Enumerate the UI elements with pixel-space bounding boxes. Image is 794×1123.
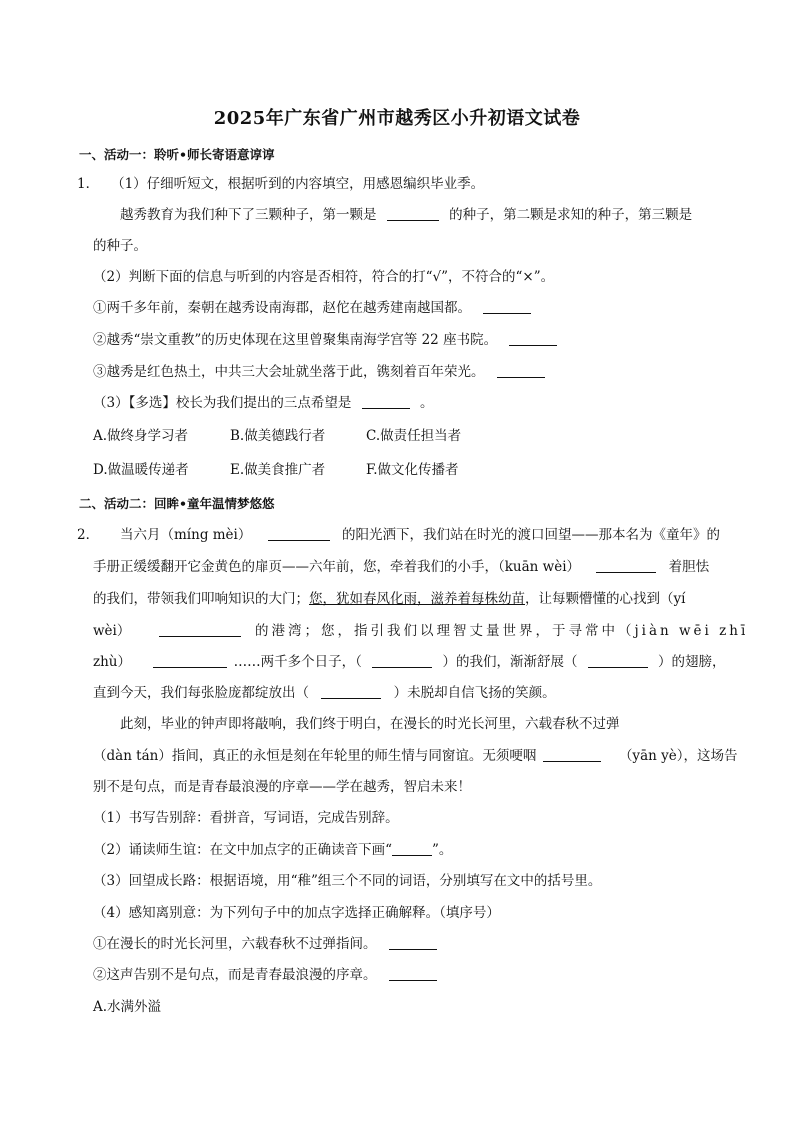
answer-blank[interactable]: [389, 966, 437, 981]
q1-sub-2: （2）判断下面的信息与听到的内容是否相符，符合的打“√”，不符合的“×”。: [93, 269, 555, 285]
section-2-heading: 二、活动二：回眸•童年温情梦悠悠: [79, 496, 275, 511]
answer-blank[interactable]: [588, 653, 648, 668]
answer-blank[interactable]: [483, 299, 531, 314]
answer-blank[interactable]: [159, 622, 241, 637]
q1-number: 1．: [77, 176, 100, 192]
q2-passage-line-2: 手册正缓缓翻开它金黄色的扉页——六年前，您，牵着我们的小手，（kuān wèi） 着胆怯: [93, 559, 710, 575]
q1-line-1: [77, 174, 484, 194]
q1-option-a[interactable]: A.做终身学习者: [93, 428, 189, 444]
q1-option-d[interactable]: D.做温暖传递者: [93, 462, 189, 478]
answer-blank[interactable]: [543, 747, 601, 762]
q2-passage-line-3: 的我们，带领我们叩响知识的大门；您，犹如春风化雨，滋养着每株幼苗，让每颗懵懂的心找到（yí: [93, 591, 686, 607]
q2-option-a[interactable]: A.水满外溢: [93, 999, 162, 1015]
q1-judge-3: ③越秀是红色热土，中共三大会址就坐落于此，镌刻着百年荣光。: [93, 362, 545, 382]
q2-sub-1: （1）书写告别辞：看拼音，写词语，完成告别辞。: [93, 810, 399, 826]
q1-sub-3: （3）【多选】校长为我们提出的三点希望是 。: [93, 395, 434, 411]
q2-passage-line-4: wèi） 的港湾；您，指引我们以理智丈量世界，于寻常中（jiàn wēi zhī: [93, 623, 749, 639]
q1-passage-line-1: 越秀教育为我们种下了三颗种子，第一颗是 的种子，第二颗是求知的种子，第三颗是: [120, 207, 693, 223]
answer-blank[interactable]: [153, 653, 227, 668]
answer-blank[interactable]: [268, 526, 330, 541]
q2-sub-4: （4）感知离别意：为下列句子中的加点字选择正确解释。（填序号）: [93, 905, 500, 921]
q2-explain-1: ①在漫长的时光长河里，六载春秋不过弹指间。: [93, 934, 437, 954]
answer-blank[interactable]: [389, 935, 437, 950]
q1-judge-1: ①两千多年前，秦朝在越秀设南海郡，赵佗在越秀建南越国都。: [93, 298, 531, 318]
answer-blank[interactable]: [392, 841, 432, 856]
q2-sub-3: （3）回望成长路：根据语境，用“稚”组三个不同的词语，分别填写在文中的括号里。: [93, 873, 602, 889]
q1-option-b[interactable]: B.做美德践行者: [230, 428, 326, 444]
q2-passage-line-8: （dàn tán）指间，真正的永恒是刻在年轮里的师生情与同窗谊。无须哽咽 （yān yè），这场告: [93, 748, 738, 764]
q2-passage-line-9: 别不是句点，而是青春最浪漫的序章——学在越秀，智启未来！: [93, 779, 471, 795]
q2-passage-line-6: 直到今天，我们每张脸庞都绽放出（ ）未脱却自信飞扬的笑颜。: [93, 685, 556, 701]
q1-option-c[interactable]: C.做责任担当者: [366, 428, 462, 444]
q2-explain-2: ②这声告别不是句点，而是青春最浪漫的序章。: [93, 965, 437, 985]
answer-blank[interactable]: [387, 206, 439, 221]
q1-instruction: （1）仔细听短文，根据听到的内容填空，用感恩编织毕业季。: [111, 176, 485, 192]
q1-judge-2: ②越秀“崇文重教”的历史体现在这里曾聚集南海学宫等 22 座书院。: [93, 330, 557, 350]
underlined-sentence: 您，犹如春风化雨，滋养着每株幼苗: [309, 591, 525, 607]
q1-passage-line-2: 的种子。: [93, 238, 147, 254]
q2-number: 2．: [77, 527, 100, 543]
section-1-heading: 一、活动一：聆听•师长寄语意谆谆: [79, 147, 275, 162]
answer-blank[interactable]: [497, 363, 545, 378]
q2-passage-line-7: 此刻，毕业的钟声即将敲响，我们终于明白，在漫长的时光长河里，六载春秋不过弹: [120, 716, 620, 732]
answer-blank[interactable]: [362, 394, 410, 409]
answer-blank[interactable]: [372, 653, 432, 668]
answer-blank[interactable]: [596, 558, 656, 573]
q2-passage-line-1: 当六月（míng mèi） 的阳光洒下，我们站在时光的渡口回望——那本名为《童年》的: [120, 527, 720, 543]
answer-blank[interactable]: [321, 684, 381, 699]
page-title: 2025年广东省广州市越秀区小升初语文试卷: [213, 108, 581, 129]
q1-option-e[interactable]: E.做美食推广者: [230, 462, 326, 478]
answer-blank[interactable]: [509, 331, 557, 346]
q2-sub-2: （2）诵读师生谊：在文中加点字的正确读音下画“ ”。: [93, 842, 453, 858]
q2-passage-line-5: zhù） ……两千多个日子，（ ）的我们，渐渐舒展（ ）的翅膀，: [93, 654, 726, 670]
q1-option-f[interactable]: F.做文化传播者: [366, 462, 459, 478]
